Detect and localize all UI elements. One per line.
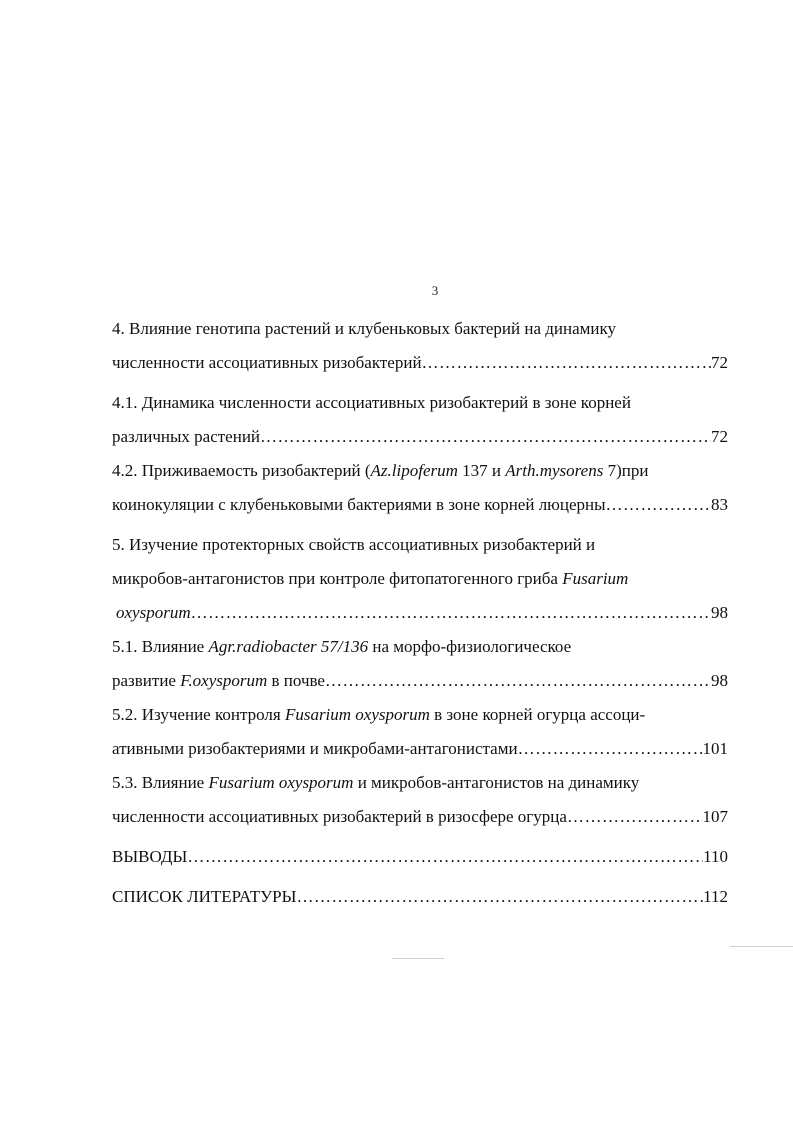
toc-entry-5-3-line-2: [112, 800, 728, 834]
toc-entry-conclusions: [112, 840, 728, 874]
dot-leader: [567, 800, 703, 834]
toc-entry-4-2-text-1a: 4.2. Приживаемость ризобактерий (: [112, 461, 371, 480]
toc-entry-5-text-3: oxysporum: [116, 603, 191, 622]
scan-artifact: [730, 946, 793, 947]
toc-conclusions-page: 110: [703, 847, 728, 866]
toc-entry-4-2-line-2: [112, 488, 728, 522]
toc-entry-5-2-species: Fusarium oxysporum: [284, 705, 430, 724]
toc-entry-5-2-line-1: [112, 698, 728, 732]
dot-leader: [606, 488, 711, 522]
toc-entry-4-line-1: [112, 312, 728, 346]
toc-entry-5-3-species: Fusarium oxysporum: [208, 773, 354, 792]
dot-leader: [296, 880, 703, 914]
toc-entry-4-1-page: 72: [711, 427, 728, 446]
toc-entry-5-line-3: [112, 596, 728, 630]
toc-entry-5-2-page: 101: [702, 739, 728, 758]
scan-artifact: [392, 958, 444, 959]
dot-leader: [422, 346, 711, 380]
toc-entry-5-3-text-2: численности ассоциативных ризобактерий в ризосфере огурца: [112, 807, 567, 826]
toc-entry-5-line-2: [112, 562, 728, 596]
toc-entry-4-2-species-2: Arth.mysorens: [505, 461, 604, 480]
toc-entry-5-1-text-2a: развитие: [112, 671, 181, 690]
toc-references-title: СПИСОК ЛИТЕРАТУРЫ: [112, 887, 297, 906]
toc-entry-4-2-line-1: [112, 454, 728, 488]
toc-entry-5-1-text-1a: 5.1. Влияние: [112, 637, 209, 656]
toc-entry-5-3-text-1c: и микробов-антагонистов на динамику: [353, 773, 640, 792]
toc-references-page: 112: [703, 887, 728, 906]
toc-entry-5-1-text-1c: на морфо-физиологическое: [368, 637, 572, 656]
dot-leader: [187, 840, 703, 874]
toc-entry-4-2-text-1e: 7)при: [603, 461, 649, 480]
toc-entry-references: [112, 880, 728, 914]
toc-entry-5-2-text-1c: в зоне корней огурца ассоци-: [429, 705, 646, 724]
dot-leader: [325, 664, 711, 698]
page-number: 3: [431, 283, 439, 298]
toc-entry-5-1-page: 98: [711, 671, 728, 690]
toc-entry-4-2-text-1c: 137 и: [457, 461, 506, 480]
toc-entry-5-species: Fusarium: [562, 569, 629, 588]
toc-entry-4-1-text-1: 4.1. Динамика численности ассоциативных ризобактерий в зоне корней: [112, 393, 631, 412]
toc-conclusions-title: ВЫВОДЫ: [112, 847, 188, 866]
toc-entry-5-1-text-2: [112, 664, 325, 698]
table-of-contents: [112, 312, 728, 914]
toc-entry-5-2-text-1a: 5.2. Изучение контроля: [112, 705, 285, 724]
toc-entry-4-page: 72: [711, 353, 728, 372]
toc-entry-5-text-1: 5. Изучение протекторных свойств ассоциативных ризобактерий и: [112, 535, 596, 554]
toc-entry-5-2-line-2: [112, 732, 728, 766]
toc-entry-5-3-line-1: [112, 766, 728, 800]
toc-entry-5-page: 98: [711, 603, 728, 622]
toc-entry-4-text-2: численности ассоциативных ризобактерий: [112, 353, 422, 372]
toc-entry-5-1-line-1: [112, 630, 728, 664]
toc-entry-5-1-species-2: F.oxysporum: [180, 671, 268, 690]
toc-entry-5-line-1: [112, 528, 728, 562]
toc-entry-5-1-species: Agr.radiobacter 57/136: [208, 637, 369, 656]
toc-entry-4-1-line-2: [112, 420, 728, 454]
toc-entry-4-2-page: 83: [711, 495, 728, 514]
toc-entry-4-1-text-2: различных растений: [112, 427, 261, 446]
toc-entry-4-2-text-2: коинокуляции с клубеньковыми бактериями в зоне корней люцерны: [112, 495, 606, 514]
toc-entry-4-line-2: [112, 346, 728, 380]
dot-leader: [518, 732, 703, 766]
toc-entry-5-1-line-2: [112, 664, 728, 698]
dot-leader: [191, 596, 711, 630]
toc-entry-5-2-text-2: ативными ризобактериями и микробами-антагонистами: [112, 739, 518, 758]
toc-entry-4-1-line-1: [112, 386, 728, 420]
toc-entry-4-text-1: 4. Влияние генотипа растений и клубеньковых бактерий на динамику: [112, 319, 617, 338]
toc-entry-5-1-text-2c: в почве: [267, 671, 325, 690]
toc-entry-5-3-page: 107: [702, 807, 728, 826]
toc-entry-5-text-2a: микробов-антагонистов при контроле фитопатогенного гриба: [112, 569, 563, 588]
dot-leader: [260, 420, 711, 454]
toc-entry-4-2-species-1: Az.lipoferum: [370, 461, 458, 480]
toc-entry-5-3-text-1a: 5.3. Влияние: [112, 773, 209, 792]
